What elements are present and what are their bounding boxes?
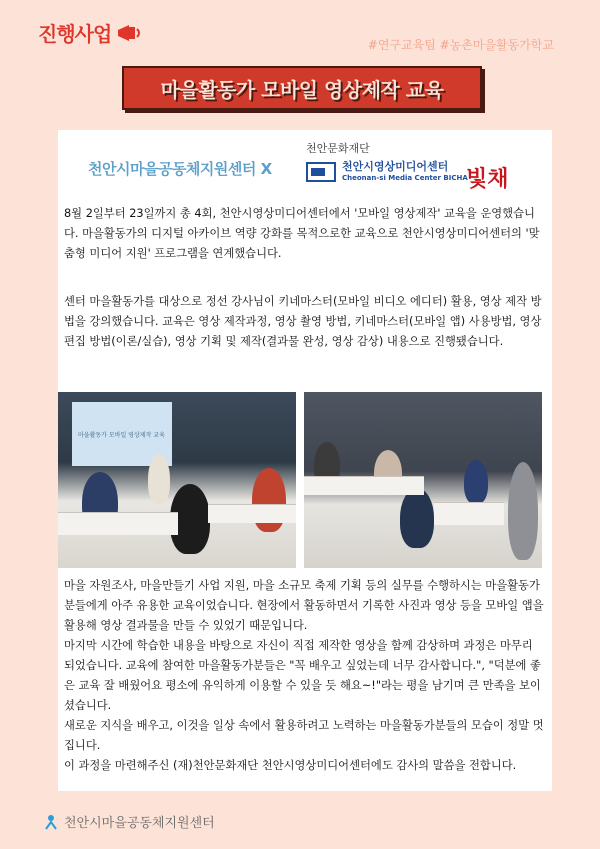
person-icon: [44, 814, 58, 830]
foundation-name: 천안문화재단: [306, 142, 370, 155]
photo-desk: [58, 512, 178, 535]
content-card: [58, 130, 552, 791]
progress-badge: [38, 18, 143, 47]
media-center-name: 천안시영상미디어센터: [342, 160, 449, 173]
photo-person: [464, 460, 488, 504]
footer-org-name: 천안시마을공동체지원센터: [64, 816, 215, 831]
paragraph-usefulness-text: 마을 자원조사, 마을만들기 사업 지원, 마을 소규모 축제 기획 등의 실무를 수행하시는 마을활동가분들에게 아주 유용한 교육이었습니다. 현장에서 활동하면서 기록한 사진과 영상 등을 모바일 앱을 활용해 영상 결과물을 만들 수 있었기 때문입니다.: [64, 579, 544, 632]
paragraph-usefulness: [64, 576, 544, 776]
megaphone-icon: [115, 21, 143, 45]
paragraph-praise: 새로운 지식을 배우고, 이것을 일상 속에서 활용하려고 노력하는 마을활동가분들의 모습이 정말 멋집니다.: [64, 719, 544, 752]
paragraph-thanks: 이 과정을 마련해주신 (재)천안문화재단 천안시영상미디어센터에도 감사의 말씀을 전합니다.: [64, 759, 517, 772]
media-center-logo: [306, 140, 536, 192]
hashtags: #연구교육팀 #농촌마을활동가학교: [367, 38, 554, 52]
media-center-english: Cheonan-si Media Center BICHA: [342, 174, 468, 182]
footer: [44, 812, 215, 831]
bicha-logo: 빛채: [466, 167, 509, 192]
village-center-logo: 천안시마을공동체지원센터 X: [88, 160, 272, 178]
paragraph-method: 센터 마을활동가를 대상으로 정선 강사님이 키네마스터(모바일 비디오 에디터) 활용, 영상 제작 방법을 강의했습니다. 교육은 영상 제작과정, 영상 촬영 방법, 키네마스터(모바일 앱) 사용방법, 영상 편집 방법(이론/실습), 영상 기획 및 제작(결과물 완성, 영상 감상) 내용으로 진행됐습니다.: [64, 295, 542, 348]
screen-text: 마을활동가 모바일 영상제작 교육: [78, 432, 165, 439]
photo-person: [400, 488, 434, 548]
photo-desk: [208, 504, 296, 523]
photo-desk: [304, 476, 424, 495]
paragraph-intro: 8월 2일부터 23일까지 총 4회, 천안시영상미디어센터에서 '모바일 영상제작' 교육을 운영했습니다. 마을활동가의 디지털 아카이브 역량 강화를 목적으로한 교육으로 천안시영상미디어센터의 '맞춤형 미디어 지원' 프로그램을 연계했습니다.: [64, 207, 540, 260]
class-photo-left: [58, 392, 296, 568]
badge-text: 진행사업: [38, 22, 112, 46]
page-title: 마을활동가 모바일 영상제작 교육: [122, 66, 482, 110]
media-center-mark-icon: [306, 162, 336, 182]
paragraph-final-session: 마지막 시간에 학습한 내용을 바탕으로 자신이 직접 제작한 영상을 함께 감상하며 과정은 마무리 되었습니다. 교육에 참여한 마을활동가분들은 "꼭 배우고 싶었는데 너무 감사합니다.", "덕분에 좋은 교육 잘 배웠어요 평소에 유익하게 이용할 수 있을 듯 해요~!"라는 평을 남기며 큰 만족을 보이셨습니다.: [64, 639, 541, 712]
logo-row: [58, 140, 552, 192]
photo-person: [508, 462, 538, 560]
photo-person: [148, 454, 170, 504]
photo-desk: [434, 502, 504, 525]
class-photo-right: [304, 392, 542, 568]
